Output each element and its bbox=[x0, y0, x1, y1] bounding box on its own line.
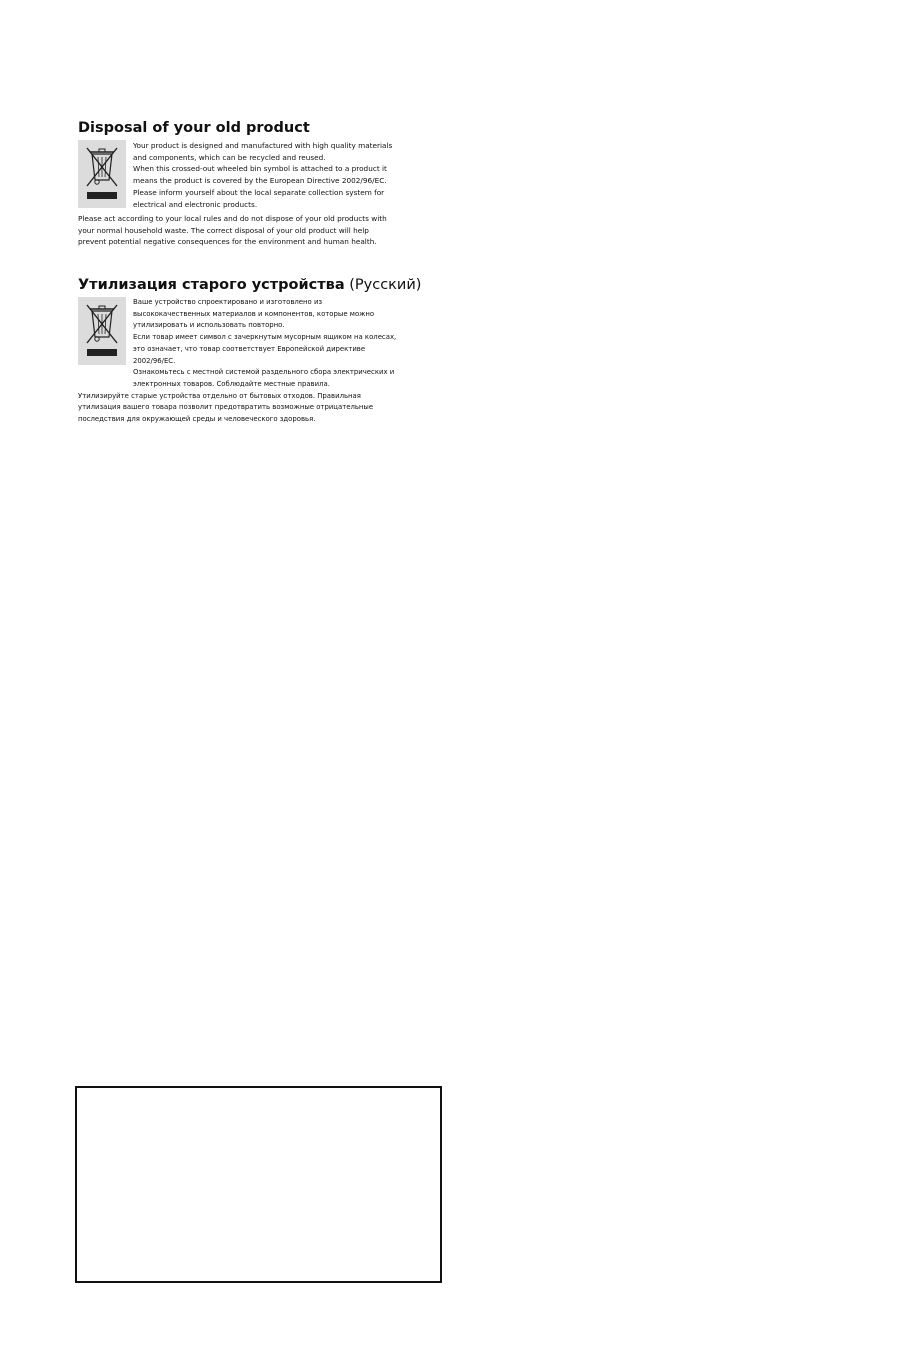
section-disposal-russian bbox=[78, 277, 438, 426]
russian-intro bbox=[78, 297, 438, 391]
russian-indented-text bbox=[133, 297, 438, 391]
text-line: последствия для окружающей среды и человеческого здоровья. bbox=[78, 415, 316, 424]
english-intro bbox=[78, 140, 438, 213]
text-line: утилизация вашего товара позволит предотвратить возможные отрицательные bbox=[78, 403, 374, 412]
text-line: высококачественных материалов и компонентов, которые можно bbox=[133, 309, 375, 318]
text-line: Please act according to your local rules and do not dispose of your old products with bbox=[78, 214, 387, 223]
section-disposal-english bbox=[78, 120, 438, 248]
heading-english: Disposal of your old product bbox=[78, 120, 310, 136]
heading-russian bbox=[78, 277, 438, 294]
text-line: электронных товаров. Соблюдайте местные правила. bbox=[133, 379, 330, 388]
english-full-text bbox=[78, 213, 438, 248]
text-line: Ваше устройство спроектировано и изготовлено из bbox=[133, 298, 323, 306]
text-line: your normal household waste. The correct disposal of your old product will help bbox=[78, 225, 369, 235]
text-line: 2002/96/EC. bbox=[133, 356, 176, 365]
text-line: prevent potential negative consequences for the environment and human health. bbox=[78, 237, 377, 247]
russian-full-text bbox=[78, 391, 438, 426]
text-line: electrical and electronic products. bbox=[133, 199, 258, 209]
text-line: утилизировать и использовать повторно. bbox=[133, 321, 285, 330]
english-indented-text bbox=[133, 140, 438, 210]
heading-russian-title: Утилизация старого устройства bbox=[78, 277, 345, 293]
text-line: Ознакомьтесь с местной системой раздельного сбора электрических и bbox=[133, 368, 395, 377]
heading-russian-language: (Русский) bbox=[344, 277, 422, 293]
text-line: When this crossed-out wheeled bin symbol is attached to a product it bbox=[133, 164, 387, 174]
text-line: Если товар имеет символ с зачеркнутым мусорным ящиком на колесах, bbox=[133, 333, 397, 342]
text-line: and components, which can be recycled and reused. bbox=[133, 152, 326, 162]
text-line: это означает, что товар соответствует Европейской директиве bbox=[133, 344, 366, 353]
text-line: Your product is designed and manufactured with high quality materials bbox=[133, 141, 393, 150]
empty-framed-box bbox=[75, 1086, 442, 1283]
text-line: Утилизируйте старые устройства отдельно от бытовых отходов. Правильная bbox=[78, 391, 361, 400]
crossed-out-wheeled-bin-icon bbox=[78, 297, 126, 365]
text-line: means the product is covered by the European Directive 2002/96/EC. bbox=[133, 176, 387, 186]
crossed-out-wheeled-bin-icon bbox=[78, 140, 126, 208]
text-line: Please inform yourself about the local separate collection system for bbox=[133, 187, 385, 197]
